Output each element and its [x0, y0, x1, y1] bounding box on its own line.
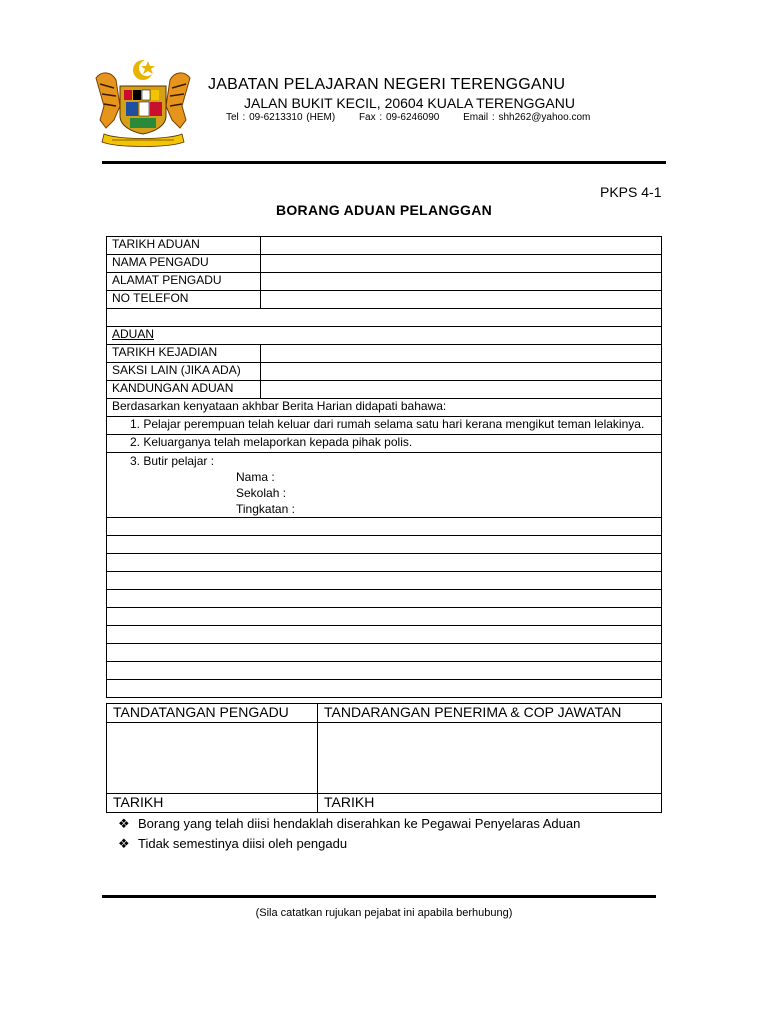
table-row	[107, 662, 662, 680]
table-row	[107, 435, 662, 453]
table-row	[107, 417, 662, 435]
label-saksi-lain: SAKSI LAIN (JIKA ADA)	[107, 363, 261, 381]
notes	[118, 814, 580, 854]
student-details	[107, 453, 662, 518]
telephone-number: Tel : 09-6213310 (HEM)	[226, 112, 336, 123]
blank-line[interactable]	[107, 572, 662, 590]
table-row	[107, 572, 662, 590]
signature-table	[106, 703, 662, 813]
no-telefon-field[interactable]	[261, 291, 662, 309]
complainant-date: TARIKH	[107, 794, 318, 813]
table-row	[107, 554, 662, 572]
alamat-pengadu-field[interactable]	[261, 273, 662, 291]
table-row	[107, 626, 662, 644]
diamond-bullet-icon: ❖	[118, 836, 130, 851]
blank-line[interactable]	[107, 536, 662, 554]
footer-note: (Sila catatkan rujukan pejabat ini apabila berhubung)	[255, 907, 513, 919]
aduan-heading-text: ADUAN	[112, 327, 155, 341]
student-form-label: Tingkatan :	[236, 502, 295, 516]
table-row	[107, 704, 662, 723]
table-row	[107, 255, 662, 273]
table-row	[107, 794, 662, 813]
label-kandungan-aduan: KANDUNGAN ADUAN	[107, 381, 261, 399]
blank-line[interactable]	[107, 644, 662, 662]
diamond-bullet-icon: ❖	[118, 816, 130, 831]
nama-pengadu-field[interactable]	[261, 255, 662, 273]
complaint-point-1: 1. Pelajar perempuan telah keluar dari rumah selama satu hari kerana mengikut teman lelakinya.	[107, 417, 662, 435]
department-address: JALAN BUKIT KECIL, 20604 KUALA TERENGGANU	[244, 95, 575, 111]
table-row	[107, 327, 662, 345]
footer-divider	[102, 895, 656, 898]
receiver-signature-box[interactable]	[318, 723, 662, 794]
note-item	[118, 834, 580, 854]
tarikh-kejadian-field[interactable]	[261, 345, 662, 363]
complaint-point-2: 2. Keluarganya telah melaporkan kepada pihak polis.	[107, 435, 662, 453]
table-row	[107, 345, 662, 363]
table-row	[107, 680, 662, 698]
receiver-date: TARIKH	[318, 794, 662, 813]
table-row	[107, 608, 662, 626]
student-name-label: Nama :	[236, 470, 275, 484]
blank-line[interactable]	[107, 518, 662, 536]
table-row	[107, 237, 662, 255]
label-no-telefon: NO TELEFON	[107, 291, 261, 309]
aduan-heading	[107, 327, 662, 345]
complaint-point-3: 3. Butir pelajar :	[130, 454, 215, 468]
table-row	[107, 453, 662, 518]
table-row	[107, 381, 662, 399]
blank-row	[107, 309, 662, 327]
complaint-table	[106, 236, 662, 698]
blank-line[interactable]	[107, 608, 662, 626]
table-row	[107, 518, 662, 536]
label-alamat-pengadu: ALAMAT PENGADU	[107, 273, 261, 291]
department-name: JABATAN PELAJARAN NEGERI TERENGGANU	[208, 76, 566, 93]
malaysia-coat-of-arms-icon	[88, 58, 198, 148]
email-address: Email : shh262@yahoo.com	[463, 112, 591, 123]
table-row	[107, 309, 662, 327]
complainant-signature-header: TANDATANGAN PENGADU	[107, 704, 318, 723]
note-text: Borang yang telah diisi hendaklah diserahkan ke Pegawai Penyelaras Aduan	[138, 816, 581, 831]
table-row	[107, 590, 662, 608]
table-row	[107, 363, 662, 381]
note-item	[118, 814, 580, 834]
table-row	[107, 644, 662, 662]
contact-line	[226, 112, 610, 123]
form-code: PKPS 4-1	[600, 184, 662, 200]
receiver-signature-header: TANDARANGAN PENERIMA & COP JAWATAN	[318, 704, 662, 723]
table-row	[107, 536, 662, 554]
table-row	[107, 291, 662, 309]
header-divider	[102, 161, 666, 164]
table-row	[107, 273, 662, 291]
blank-line[interactable]	[107, 662, 662, 680]
label-tarikh-aduan: TARIKH ADUAN	[107, 237, 261, 255]
blank-line[interactable]	[107, 554, 662, 572]
fax-number: Fax : 09-6246090	[358, 112, 440, 123]
form-title: BORANG ADUAN PELANGGAN	[275, 202, 493, 218]
kandungan-aduan-field[interactable]	[261, 381, 662, 399]
student-school-label: Sekolah :	[236, 486, 287, 500]
saksi-lain-field[interactable]	[261, 363, 662, 381]
label-nama-pengadu: NAMA PENGADU	[107, 255, 261, 273]
blank-line[interactable]	[107, 590, 662, 608]
complaint-intro: Berdasarkan kenyataan akhbar Berita Harian didapati bahawa:	[107, 399, 662, 417]
note-text: Tidak semestinya diisi oleh pengadu	[138, 836, 348, 851]
blank-line[interactable]	[107, 680, 662, 698]
table-row	[107, 399, 662, 417]
tarikh-aduan-field[interactable]	[261, 237, 662, 255]
complainant-signature-box[interactable]	[107, 723, 318, 794]
table-row	[107, 723, 662, 794]
blank-line[interactable]	[107, 626, 662, 644]
label-tarikh-kejadian: TARIKH KEJADIAN	[107, 345, 261, 363]
